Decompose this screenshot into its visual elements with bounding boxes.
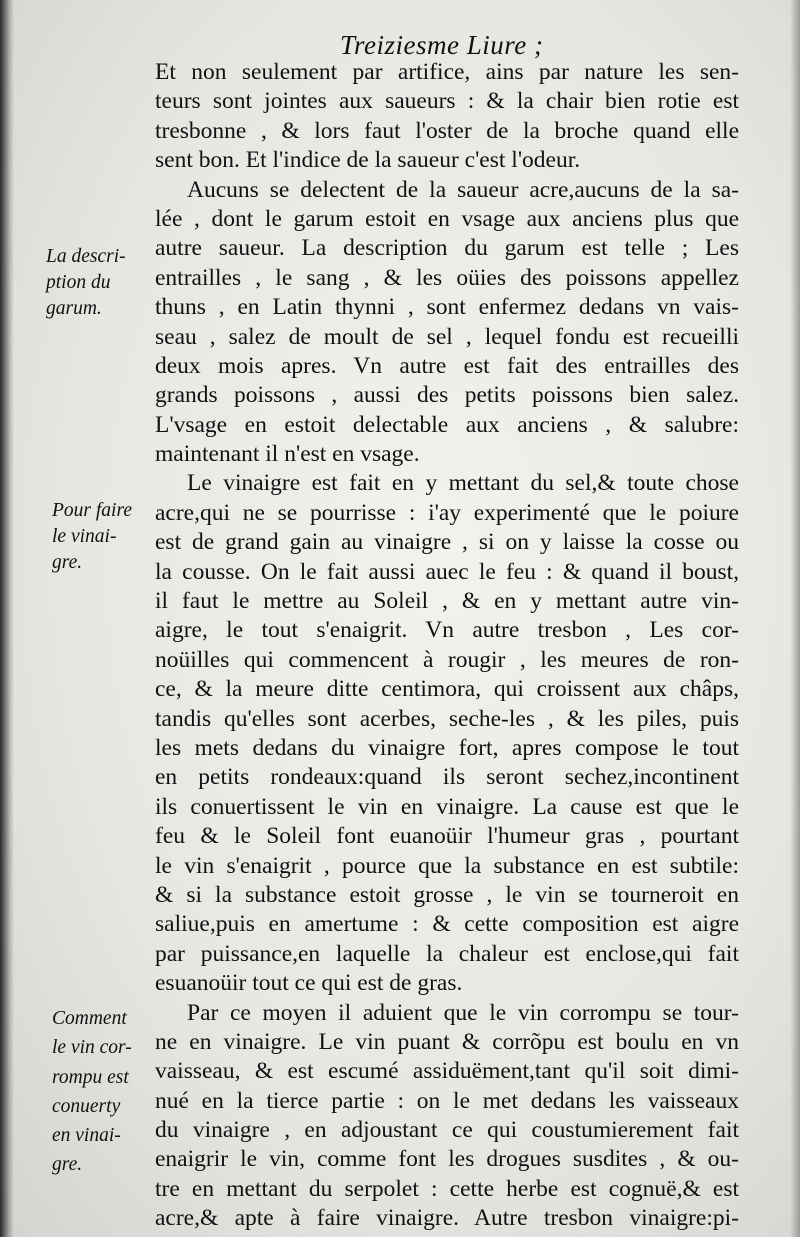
text-line: du vinaigre , en adjoustant ce qui coustumierement fait: [155, 1117, 739, 1144]
text-line: la cousse. On le fait aussi auec le feu : & quand il boust,: [155, 558, 739, 585]
text-line: aigre, le tout s'enaigrit. Vn autre tresbon , Les cor-: [155, 617, 739, 644]
text-line: acre,& apte à faire vinaigre. Autre tresbon vinaigre:pi-: [155, 1205, 739, 1232]
margin-note-line: le vinai-: [52, 526, 117, 547]
text-line: tresbonne , & lors faut l'oster de la broche quand elle: [155, 117, 739, 144]
text-line: seau , salez de moult de sel , lequel fondu est recueilli: [155, 323, 739, 350]
running-head: Treiziesme Liure ;: [340, 30, 544, 60]
text-line: noüilles qui commencent à rougir , les meures de ron-: [155, 646, 739, 673]
text-line: tandis qu'elles sont acerbes, seche-les , & les piles, puis: [155, 705, 739, 732]
text-line: ne en vinaigre. Le vin puant & corrõpu est boulu en vn: [155, 1028, 739, 1055]
margin-note-line: conuerty: [52, 1095, 121, 1117]
margin-note-garum: [46, 244, 126, 322]
margin-note-line: La descri-: [46, 246, 126, 267]
text-line: sent bon. Et l'indice de la saueur c'est l'odeur.: [155, 147, 581, 174]
margin-note-vinaigre: [52, 498, 132, 576]
text-line: le vin s'enaigrit , pource que la substance en est subtile:: [155, 852, 739, 879]
page-edge: [790, 0, 800, 1237]
text-line: est de grand gain au vinaigre , si on y laisse la cosse ou: [155, 529, 739, 556]
text-line: deux mois apres. Vn autre est fait des entrailles des: [155, 352, 739, 379]
main-text-block: [155, 58, 739, 1234]
text-line: Le vinaigre est fait en y mettant du sel,& toute chose: [187, 470, 739, 497]
margin-note-line: Comment: [52, 1008, 127, 1029]
margin-note-line: en vinai-: [52, 1125, 121, 1147]
margin-note-line: Pour faire: [52, 500, 132, 521]
text-line: acre,qui ne se pourrisse : i'ay experimenté que le poiure: [155, 499, 739, 526]
text-line: autre saueur. La description du garum est telle ; Les: [155, 235, 739, 262]
text-line: maintenant il n'est en vsage.: [155, 441, 420, 468]
margin-note-line: rompu est: [52, 1066, 129, 1088]
text-line: grands poissons , aussi des petits poissons bien salez.: [155, 382, 739, 409]
text-line: en petits rondeaux:quand ils seront sechez,incontinent: [155, 764, 739, 791]
margin-note-line: gre.: [52, 1154, 83, 1176]
text-line: nué en la tierce partie : on le met dedans les vaisseaux: [155, 1087, 739, 1114]
margin-note-line: ption du: [46, 272, 111, 293]
text-line: Par ce moyen il aduient que le vin corrompu se tour-: [187, 999, 739, 1026]
margin-note-vin-corrompu: [52, 1004, 132, 1180]
text-line: & si la substance estoit grosse , le vin se tourneroit en: [155, 881, 739, 908]
text-line: esuanoüir tout ce qui est de gras.: [155, 970, 463, 997]
text-line: ce, & la meure ditte centimora, qui croissent aux châps,: [155, 676, 739, 703]
text-line: feu & le Soleil font euanoüir l'humeur gras , pourtant: [155, 823, 739, 850]
margin-note-line: le vin cor-: [52, 1037, 132, 1059]
text-line: lée , dont le garum estoit en vsage aux anciens plus que: [155, 205, 739, 232]
binding-shadow: [0, 0, 14, 1237]
text-line: les mets dedans du vinaigre fort, apres compose le tout: [155, 734, 739, 761]
text-line: par puissance,en laquelle la chaleur est enclose,qui fait: [155, 940, 739, 967]
text-line: Aucuns se delectent de la saueur acre,aucuns de la sa-: [187, 176, 739, 203]
margin-note-line: garum.: [46, 298, 102, 319]
text-line: vaisseau, & est escumé assiduëment,tant qu'il soit dimi-: [155, 1058, 739, 1085]
text-line: ils conuertissent le vin en vinaigre. La cause est que le: [155, 793, 739, 820]
text-line: entrailles , le sang , & les oüies des poissons appellez: [155, 264, 739, 291]
text-line: teurs sont jointes aux saueurs : & la chair bien rotie est: [155, 88, 739, 115]
text-line: Et non seulement par artifice, ains par nature les sen-: [155, 59, 739, 85]
margin-note-line: gre.: [52, 552, 83, 573]
text-line: enaigrir le vin, comme font les drogues susdites , & ou-: [155, 1146, 739, 1173]
text-line: thuns , en Latin thynni , sont enfermez dedans vn vais-: [155, 294, 739, 321]
text-line: tre en mettant du serpolet : cette herbe est cognuë,& est: [155, 1175, 739, 1202]
text-line: L'vsage en estoit delectable aux anciens , & salubre:: [155, 411, 739, 438]
text-line: saliue,puis en amertume : & cette composition est aigre: [155, 911, 739, 938]
text-line: il faut le mettre au Soleil , & en y mettant autre vin-: [155, 588, 739, 615]
